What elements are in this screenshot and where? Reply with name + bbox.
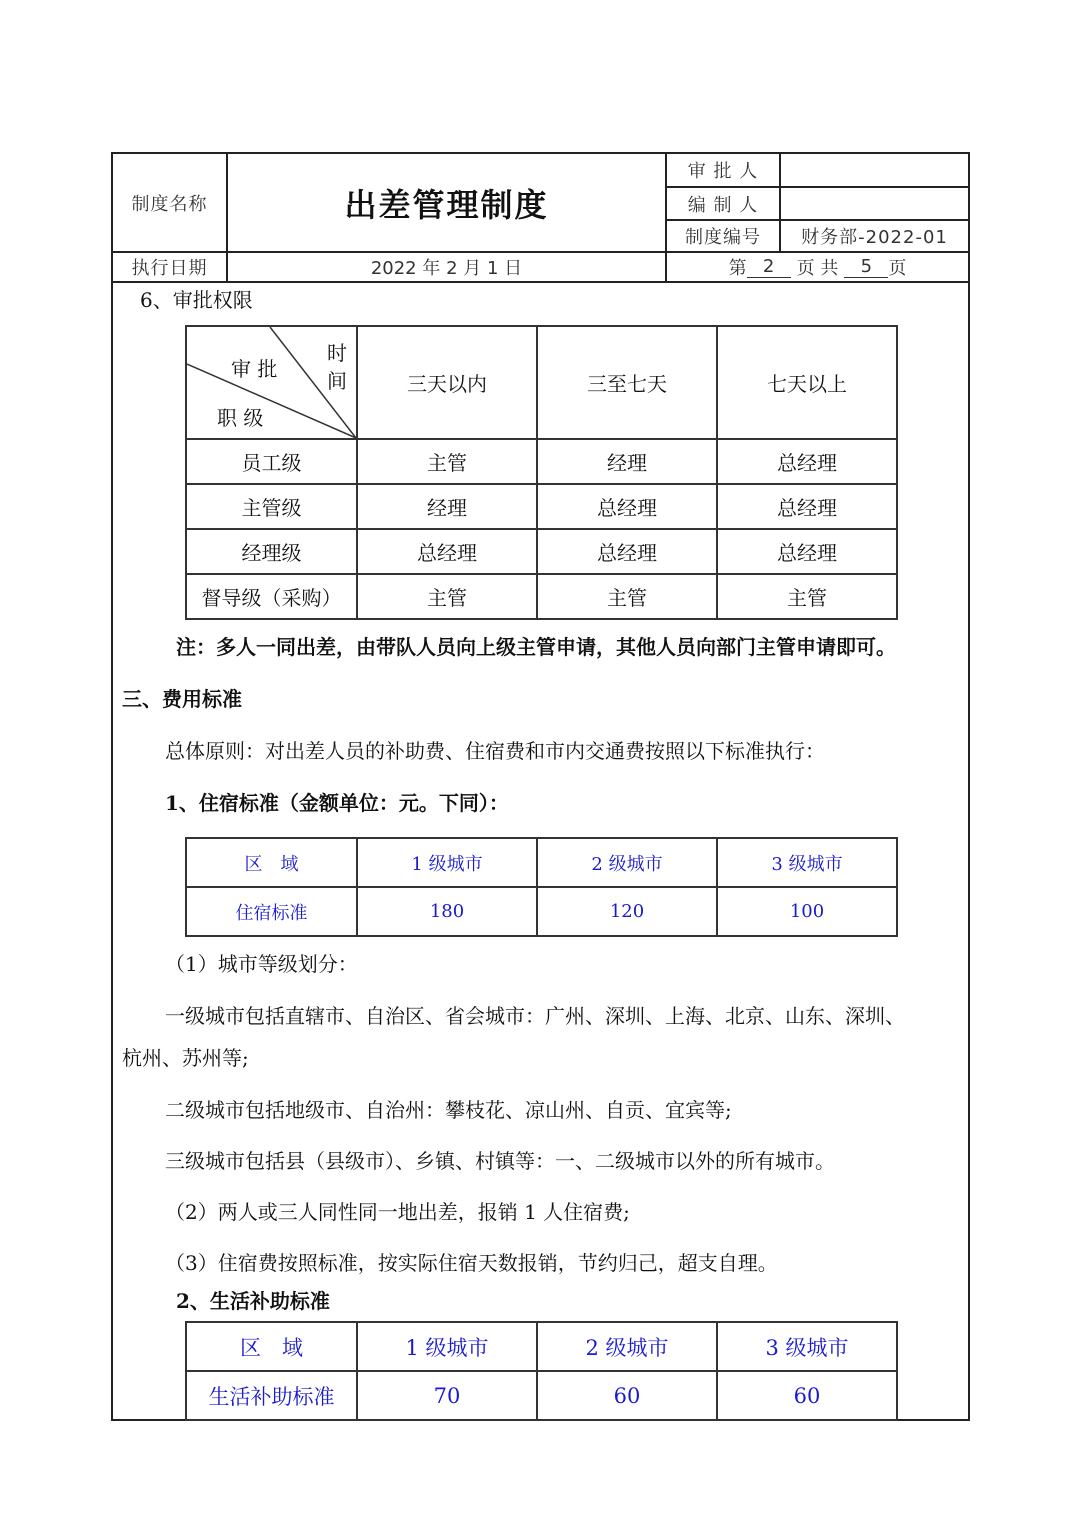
approval-col-header: 三至七天 xyxy=(537,326,717,439)
compiler-label: 编 制 人 xyxy=(687,194,759,216)
approval-cell: 主管 xyxy=(357,574,537,619)
allowance-header-cell: 区 域 xyxy=(186,1322,357,1371)
approval-corner-cell xyxy=(186,326,357,439)
doc-no-value: 财务部-2022-01 xyxy=(801,227,948,248)
approval-cell: 主管 xyxy=(537,574,717,619)
table-row xyxy=(186,574,897,619)
city-class-1b: 杭州、苏州等; xyxy=(122,1046,249,1070)
allowance-header-cell: 1 级城市 xyxy=(357,1322,537,1371)
allowance-heading: 2、生活补助标准 xyxy=(176,1289,330,1313)
table-row xyxy=(186,484,897,529)
page-total: 5 xyxy=(844,257,888,278)
city-class-title: （1）城市等级划分： xyxy=(165,952,358,976)
lodging-header-cell: 2 级城市 xyxy=(537,838,717,887)
table-row xyxy=(186,529,897,574)
general-principle: 总体原则：对出差人员的补助费、住宿费和市内交通费按照以下标准执行： xyxy=(165,739,825,763)
approval-level: 员工级 xyxy=(186,439,357,484)
lodging-row-label: 住宿标准 xyxy=(186,887,357,936)
approval-cell: 总经理 xyxy=(717,439,897,484)
exec-date-label: 执行日期 xyxy=(131,258,208,279)
city-class-1a: 一级城市包括直辖市、自治区、省会城市：广州、深圳、上海、北京、山东、深圳、 xyxy=(165,1004,905,1028)
exec-date-value: 2022 年 2 月 1 日 xyxy=(370,258,523,279)
table-row xyxy=(186,1371,897,1420)
city-class-2: 二级城市包括地级市、自治州：攀枝花、凉山州、自贡、宜宾等; xyxy=(165,1098,732,1122)
system-name-label: 制度名称 xyxy=(131,193,208,215)
lodging-header-cell: 1 级城市 xyxy=(357,838,537,887)
lodging-value: 100 xyxy=(717,887,897,936)
approval-cell: 主管 xyxy=(717,574,897,619)
allowance-table xyxy=(185,1321,898,1421)
rule-2: （2）两人或三人同性同一地出差，报销 1 人住宿费; xyxy=(165,1200,630,1224)
approval-col-header: 三天以内 xyxy=(357,326,537,439)
approver-label: 审 批 人 xyxy=(687,161,759,182)
approval-cell: 总经理 xyxy=(537,529,717,574)
page-current: 2 xyxy=(747,257,791,278)
lodging-header-cell: 区 域 xyxy=(186,838,357,887)
approval-cell: 总经理 xyxy=(717,529,897,574)
rule-3: （3）住宿费按照标准，按实际住宿天数报销，节约归己，超支自理。 xyxy=(165,1251,778,1275)
lodging-header-cell: 3 级城市 xyxy=(717,838,897,887)
section-6-heading: 6、审批权限 xyxy=(140,288,253,312)
approval-col-header: 七天以上 xyxy=(717,326,897,439)
approval-level: 督导级（采购） xyxy=(186,574,357,619)
allowance-value: 60 xyxy=(717,1371,897,1420)
allowance-header-cell: 3 级城市 xyxy=(717,1322,897,1371)
page-suffix: 页 xyxy=(888,258,907,279)
page-prefix: 第 xyxy=(728,258,747,279)
table-row xyxy=(186,439,897,484)
approval-cell: 总经理 xyxy=(717,484,897,529)
table-row xyxy=(186,1322,897,1371)
compiler-value xyxy=(781,188,968,219)
lodging-value: 180 xyxy=(357,887,537,936)
section-3-heading: 三、费用标准 xyxy=(122,687,242,711)
city-class-3: 三级城市包括县（县级市）、乡镇、村镇等：一、二级城市以外的所有城市。 xyxy=(165,1149,835,1173)
lodging-value: 120 xyxy=(537,887,717,936)
doc-no-label: 制度编号 xyxy=(685,227,761,248)
page-mid: 页 共 xyxy=(796,258,839,279)
corner-time-label-2: 间 xyxy=(327,369,347,393)
approval-level: 主管级 xyxy=(186,484,357,529)
table-row xyxy=(186,887,897,936)
corner-level-label: 职 级 xyxy=(217,406,264,430)
allowance-value: 70 xyxy=(357,1371,537,1420)
approval-cell: 总经理 xyxy=(357,529,537,574)
page-title: 出差管理制度 xyxy=(344,185,549,224)
approval-cell: 总经理 xyxy=(537,484,717,529)
corner-time-label-1: 时 xyxy=(327,341,347,365)
approval-cell: 经理 xyxy=(537,439,717,484)
corner-approve-label: 审 批 xyxy=(231,357,278,381)
approval-table xyxy=(185,325,898,620)
table-row xyxy=(186,838,897,887)
approval-cell: 经理 xyxy=(357,484,537,529)
allowance-value: 60 xyxy=(537,1371,717,1420)
lodging-table xyxy=(185,837,898,937)
approval-note: 注：多人一同出差，由带队人员向上级主管申请，其他人员向部门主管申请即可。 xyxy=(176,635,896,659)
approval-cell: 主管 xyxy=(357,439,537,484)
allowance-header-cell: 2 级城市 xyxy=(537,1322,717,1371)
allowance-row-label: 生活补助标准 xyxy=(186,1371,357,1420)
page-indicator xyxy=(667,253,968,281)
approver-value xyxy=(781,154,968,186)
lodging-heading: 1、住宿标准（金额单位：元。下同）： xyxy=(165,791,509,815)
approval-level: 经理级 xyxy=(186,529,357,574)
